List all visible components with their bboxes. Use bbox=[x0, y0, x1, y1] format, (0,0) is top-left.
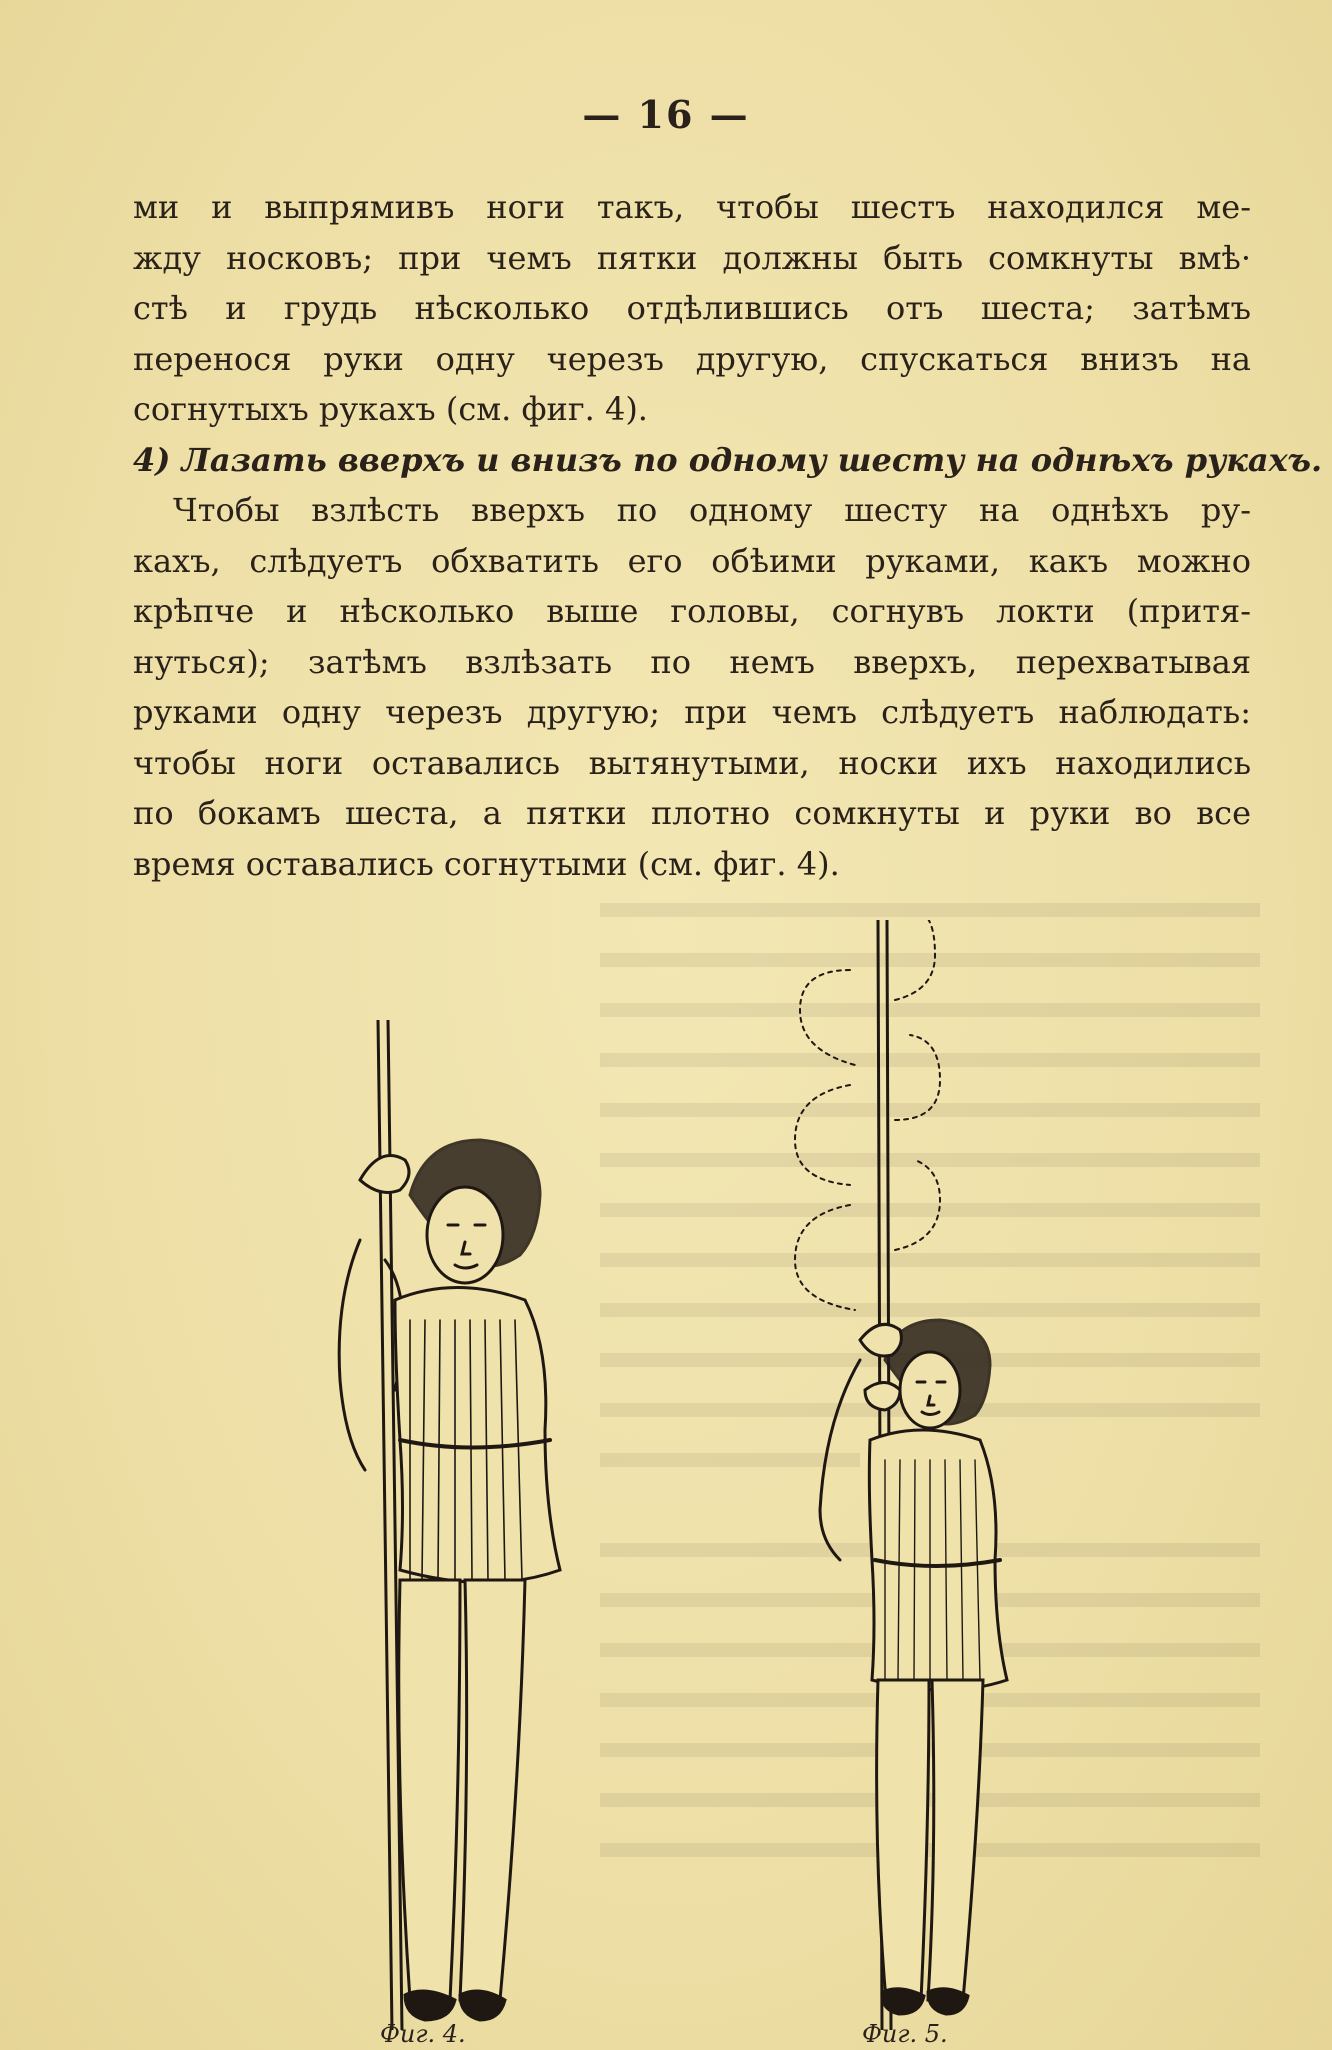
text-line: руками одну черезъ другую; при чемъ слѣдуетъ наблюдать: bbox=[133, 693, 1251, 731]
text-line: жду носковъ; при чемъ пятки должны быть сомкнуты вмѣ· bbox=[133, 238, 1251, 277]
section-heading: 4) Лазать вверхъ и внизъ по одному шесту на однѣхъ рукахъ. bbox=[133, 440, 1323, 479]
text-line: ми и выпрямивъ ноги такъ, чтобы шестъ находился ме- bbox=[133, 188, 1251, 226]
figure-4-illustration bbox=[300, 1020, 580, 2030]
page-number: — 16 — bbox=[582, 92, 750, 137]
text-line: время оставались согнутыми (см. фиг. 4). bbox=[133, 844, 840, 883]
figure-5-caption: Фиг. 5. bbox=[862, 2020, 948, 2048]
text-line: чтобы ноги оставались вытянутыми, носки ихъ находились bbox=[133, 743, 1251, 782]
text-line: нуться); затѣмъ взлѣзать по немъ вверхъ, перехватывая bbox=[133, 642, 1251, 681]
body-text bbox=[133, 182, 1323, 889]
text-line: согнутыхъ рукахъ (см. фиг. 4). bbox=[133, 390, 648, 428]
text-line: перенося руки одну черезъ другую, спускаться внизъ на bbox=[133, 339, 1251, 378]
text-line: по бокамъ шеста, а пятки плотно сомкнуты и руки во все bbox=[133, 794, 1251, 832]
text-line: кахъ, слѣдуетъ обхватить его обѣими руками, какъ можно bbox=[133, 541, 1251, 580]
figure-4-caption: Фиг. 4. bbox=[380, 2020, 466, 2048]
figure-5-illustration bbox=[790, 920, 1030, 2030]
text-line: Чтобы взлѣсть вверхъ по одному шесту на однѣхъ ру- bbox=[173, 491, 1251, 529]
text-line: стѣ и грудь нѣсколько отдѣлившись отъ шеста; затѣмъ bbox=[133, 289, 1251, 327]
text-line: крѣпче и нѣсколько выше головы, согнувъ локти (притя- bbox=[133, 592, 1251, 630]
